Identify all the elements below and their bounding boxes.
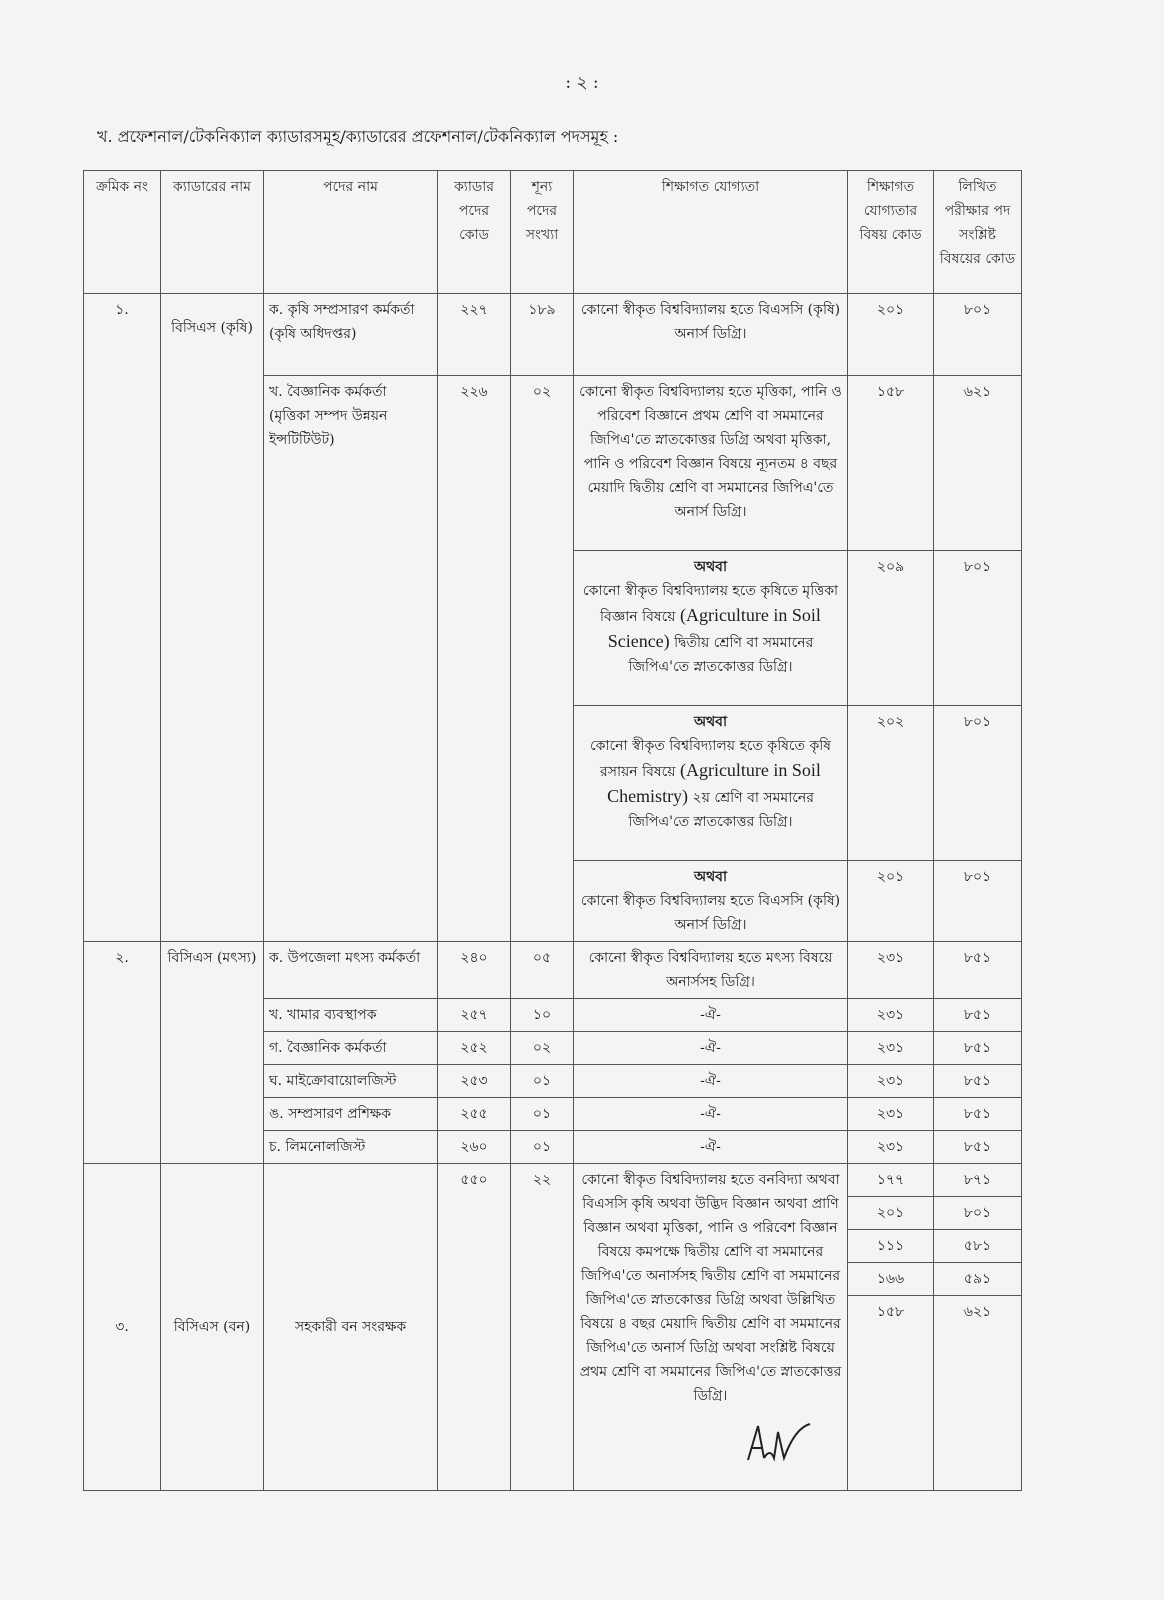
qualification-english: (Agriculture in Soil Science) (607, 605, 821, 651)
qualification-cell: কোনো স্বীকৃত বিশ্ববিদ্যালয় হতে মৎস্য বিষয়ে অনার্সসহ ডিগ্রি। (574, 942, 848, 999)
exam-code-cell: ৬২১ (934, 1296, 1022, 1491)
post-code-cell: ২৫২ (438, 1032, 511, 1065)
cadre-name: বিসিএস (কৃষি) (171, 320, 253, 336)
qualification-cell: -ঐ- (574, 1131, 848, 1164)
exam-code-cell: ৮০১ (934, 861, 1022, 942)
subject-code-cell: ২৩১ (848, 1131, 934, 1164)
vacancy-cell: ০১ (511, 1098, 574, 1131)
or-label: অথবা (693, 714, 728, 730)
header-vacancy: শূন্য পদের সংখ্যা (511, 171, 574, 294)
subject-code-cell: ২৩১ (848, 942, 934, 999)
subject-code-cell: ১৭৭ (848, 1164, 934, 1197)
serial-cell: ৩. (84, 1164, 161, 1491)
page-number: : ২ : (565, 73, 599, 93)
exam-code-cell: ৫৯১ (934, 1263, 1022, 1296)
qualification-text: ২য় শ্রেণি বা সমমানের জিপিএ'তে স্নাতকোত্তর ডিগ্রি। (628, 790, 814, 830)
qualification-cell: কোনো স্বীকৃত বিশ্ববিদ্যালয় হতে বনবিদ্যা অথবা বিএসসি কৃষি অথবা উদ্ভিদ বিজ্ঞান অথবা প্রাণি বিজ্ঞান অথবা মৃত্তিকা, পানি ও পরিবেশ বিজ্ঞান বিষয়ে কমপক্ষে দ্বিতীয় শ্রেণি বা সমমানের জিপিএ'তে অনার্সসহ দ্বিতীয় শ্রেণি বা সমমানের জিপিএ'তে স্নাতকোত্তর ডিগ্রি অথবা উল্লিখিত বিষয়ে ৪ বছর মেয়াদি দ্বিতীয় শ্রেণি বা সমমানের জিপিএ'তে অনার্স ডিগ্রি অথবা সংশ্লিষ্ট বিষয়ে প্রথম শ্রেণি বা সমমানের জিপিএ'তে স্নাতকোত্তর ডিগ্রি। (574, 1164, 848, 1491)
vacancy-cell: ১৮৯ (511, 294, 574, 376)
subject-code-cell: ২৩১ (848, 1098, 934, 1131)
subject-code-cell: ২৩১ (848, 1032, 934, 1065)
vacancy-cell: ১০ (511, 999, 574, 1032)
post-code-cell: ২৫৩ (438, 1065, 511, 1098)
vacancy-cell: ০১ (511, 1065, 574, 1098)
cadre-cell: বিসিএস (মৎস্য) (161, 942, 264, 1164)
cadre-cell: বিসিএস (বন) (161, 1164, 264, 1491)
qualification-cell: কোনো স্বীকৃত বিশ্ববিদ্যালয় হতে মৃত্তিকা, পানি ও পরিবেশ বিজ্ঞানে প্রথম শ্রেণি বা সমমানের জিপিএ'তে স্নাতকোত্তর ডিগ্রি অথবা মৃত্তিকা, পানি ও পরিবেশ বিজ্ঞান বিষয়ে ন্যূনতম ৪ বছর মেয়াদি দ্বিতীয় শ্রেণি বা সমমানের জিপিএ'তে অনার্স ডিগ্রি। (574, 376, 848, 551)
qualification-text: দ্বিতীয় শ্রেণি বা সমমানের জিপিএ'তে স্নাতকোত্তর ডিগ্রি। (628, 635, 814, 675)
post-cell: খ. খামার ব্যবস্থাপক (264, 999, 438, 1032)
subject-code-cell: ২০৯ (848, 551, 934, 706)
cadre-cell (161, 294, 264, 942)
qualification-cell: -ঐ- (574, 1032, 848, 1065)
exam-code-cell: ৮৫১ (934, 1098, 1022, 1131)
serial-cell: ২. (84, 942, 161, 1164)
qualification-cell: কোনো স্বীকৃত বিশ্ববিদ্যালয় হতে বিএসসি (কৃষি) অনার্স ডিগ্রি। (574, 294, 848, 376)
subject-code-cell: ১৫৮ (848, 376, 934, 551)
header-serial: ক্রমিক নং (84, 171, 161, 294)
table-row (84, 294, 1022, 376)
header-cadre: ক্যাডারের নাম (161, 171, 264, 294)
post-cell: সহকারী বন সংরক্ষক (264, 1164, 438, 1491)
cadre-posts-table (83, 170, 1022, 1491)
subject-code-cell: ২০১ (848, 294, 934, 376)
subject-code-cell: ২০১ (848, 861, 934, 942)
post-code-cell: ২৫৫ (438, 1098, 511, 1131)
qualification-cell: -ঐ- (574, 999, 848, 1032)
serial-cell: ১. (84, 294, 161, 942)
post-code-cell: ৫৫০ (438, 1164, 511, 1491)
subject-code-cell: ২০২ (848, 706, 934, 861)
qualification-text: কোনো স্বীকৃত বিশ্ববিদ্যালয় হতে কৃষিতে কৃষি রসায়ন বিষয়ে (589, 738, 832, 780)
signature (740, 1418, 820, 1468)
exam-code-cell: ৫৮১ (934, 1230, 1022, 1263)
exam-code-cell: ৮৫১ (934, 942, 1022, 999)
vacancy-cell: ০২ (511, 1032, 574, 1065)
post-cell: ঘ. মাইক্রোবায়োলজিস্ট (264, 1065, 438, 1098)
qualification-cell (574, 551, 848, 706)
exam-code-cell: ৮৫১ (934, 1032, 1022, 1065)
table-header-row (84, 171, 1022, 294)
post-cell: ঙ. সম্প্রসারণ প্রশিক্ষক (264, 1098, 438, 1131)
header-post: পদের নাম (264, 171, 438, 294)
exam-code-cell: ৮৫১ (934, 1065, 1022, 1098)
subject-code-cell: ১১১ (848, 1230, 934, 1263)
exam-code-cell: ৮০১ (934, 551, 1022, 706)
exam-code-cell: ৮০১ (934, 1197, 1022, 1230)
qualification-text: কোনো স্বীকৃত বিশ্ববিদ্যালয় হতে বিএসসি (কৃষি) অনার্স ডিগ্রি। (580, 893, 841, 933)
exam-code-cell: ৮০১ (934, 706, 1022, 861)
qualification-cell: -ঐ- (574, 1065, 848, 1098)
or-label: অথবা (693, 869, 728, 885)
exam-code-cell: ৮৫১ (934, 999, 1022, 1032)
qualification-cell: -ঐ- (574, 1098, 848, 1131)
exam-code-cell: ৮৭১ (934, 1164, 1022, 1197)
subject-code-cell: ২০১ (848, 1197, 934, 1230)
subject-code-cell: ১৬৬ (848, 1263, 934, 1296)
qualification-cell (574, 861, 848, 942)
header-subject-code: শিক্ষাগত যোগ্যতার বিষয় কোড (848, 171, 934, 294)
header-qualification: শিক্ষাগত যোগ্যতা (574, 171, 848, 294)
table-row (84, 1164, 1022, 1197)
vacancy-cell: ২২ (511, 1164, 574, 1491)
post-code-cell: ২৫৭ (438, 999, 511, 1032)
or-label: অথবা (693, 559, 728, 575)
post-cell: ক. কৃষি সম্প্রসারণ কর্মকর্তা (কৃষি অধিদপ্তর) (264, 294, 438, 376)
vacancy-cell: ০১ (511, 1131, 574, 1164)
subject-code-cell: ২৩১ (848, 999, 934, 1032)
subject-code-cell: ২৩১ (848, 1065, 934, 1098)
table-row (84, 942, 1022, 999)
header-post-code: ক্যাডার পদের কোড (438, 171, 511, 294)
header-exam-code: লিখিত পরীক্ষার পদ সংশ্লিষ্ট বিষয়ের কোড (934, 171, 1022, 294)
post-cell: গ. বৈজ্ঞানিক কর্মকর্তা (264, 1032, 438, 1065)
vacancy-cell: ০৫ (511, 942, 574, 999)
exam-code-cell: ৬২১ (934, 376, 1022, 551)
subject-code-cell: ১৫৮ (848, 1296, 934, 1491)
post-cell: খ. বৈজ্ঞানিক কর্মকর্তা (মৃত্তিকা সম্পদ উন্নয়ন ইন্সটিটিউট) (264, 376, 438, 942)
exam-code-cell: ৮০১ (934, 294, 1022, 376)
vacancy-cell: ০২ (511, 376, 574, 942)
post-code-cell: ২৬০ (438, 1131, 511, 1164)
post-cell: চ. লিমনোলজিস্ট (264, 1131, 438, 1164)
post-code-cell: ২২৭ (438, 294, 511, 376)
qualification-text: কোনো স্বীকৃত বিশ্ববিদ্যালয় হতে কৃষিতে মৃত্তিকা বিজ্ঞান বিষয়ে (582, 583, 839, 625)
qualification-english: (Agriculture in Soil Chemistry) (607, 760, 821, 806)
post-code-cell: ২৪০ (438, 942, 511, 999)
section-heading: খ. প্রফেশনাল/টেকনিক্যাল ক্যাডারসমূহ/ক্যাডারের প্রফেশনাল/টেকনিক্যাল পদসমূহ : (97, 127, 619, 146)
qualification-cell (574, 706, 848, 861)
exam-code-cell: ৮৫১ (934, 1131, 1022, 1164)
post-code-cell: ২২৬ (438, 376, 511, 942)
post-cell: ক. উপজেলা মৎস্য কর্মকর্তা (264, 942, 438, 999)
